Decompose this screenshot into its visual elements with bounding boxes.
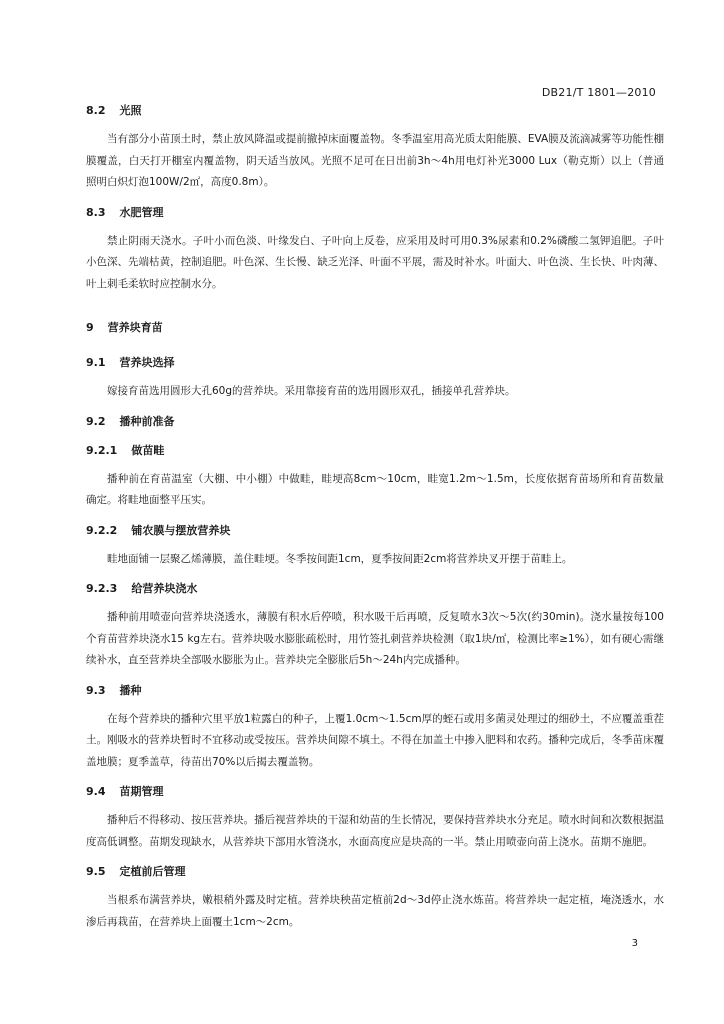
section-9-4 (86, 781, 664, 853)
section-title: 苗期管理 (119, 785, 164, 798)
paragraph: 畦地面铺一层聚乙烯薄膜，盖住畦埂。冬季按间距1cm，夏季按间距2cm将营养块叉开摆于苗畦上。 (107, 552, 573, 565)
section-number: 8.3 (86, 205, 106, 219)
section-heading (86, 411, 664, 432)
section-title: 定植前后管理 (119, 865, 186, 878)
section-heading (86, 202, 664, 223)
section-heading (86, 100, 664, 121)
paragraph: 禁止阴雨天浇水。子叶小而色淡、叶缘发白、子叶向上反卷，应采用及时可用0.3%尿素和0.2%磷酸二氢钾追肥。子叶小色深、先端枯黄，控制追肥。叶色深、生长慢、缺乏光泽、叶面不平展，需及时补水。叶面大、叶色淡、生长快、叶肉薄、叶上刺毛柔软时应控制水分。 (86, 234, 664, 290)
section-9-2-2 (86, 520, 664, 571)
section-title: 光照 (119, 104, 142, 117)
paragraph: 播种前在育苗温室（大棚、中小棚）中做畦，畦埂高8cm～10cm，畦宽1.2m～1.5m，长度依据育苗场所和育苗数量确定。将畦地面整平压实。 (86, 472, 664, 506)
page-number: 3 (631, 938, 638, 949)
section-title: 铺农膜与摆放营养块 (131, 523, 231, 537)
paragraph: 播种前用喷壶向营养块浇透水，薄膜有积水后停喷，积水吸干后再喷，反复喷水3次～5次(约30min)。浇水量按每100个育苗营养块浇水15 kg左右。营养块吸水膨胀疏松时，用竹签扎刺营养块检测（取1块/㎡，检测比率≥1%），如有硬心需继续补水，直至营养块全部吸水膨胀为止。营养块完全膨胀后5h～24h内完成播种。 (86, 611, 664, 666)
section-9-3 (86, 680, 664, 774)
section-heading (86, 352, 664, 373)
section-heading (86, 861, 664, 882)
section-number: 9.1 (86, 356, 106, 369)
section-9-1 (86, 352, 664, 403)
section-8-3 (86, 202, 664, 296)
paragraph: 播种后不得移动、按压营养块。播后视营养块的干湿和幼苗的生长情况，要保持营养块水分充足。喷水时间和次数根据温度高低调整。苗期发现缺水，从营养块下部用水管浇水，水面高度应是块高的一半。禁止用喷壶向苗上浇水。苗期不施肥。 (86, 814, 664, 848)
section-heading (86, 680, 664, 701)
section-title: 播种前准备 (119, 414, 175, 428)
section-title: 营养块选择 (119, 356, 175, 369)
chapter-heading (86, 317, 664, 338)
section-number: 9.2 (86, 414, 106, 428)
document-body (86, 100, 664, 941)
section-heading (86, 781, 664, 802)
section-heading (86, 440, 664, 461)
section-number: 9.4 (86, 785, 106, 798)
section-number: 9.3 (86, 683, 106, 697)
standard-code: DB21/T 1801—2010 (541, 86, 656, 99)
section-9-2-1 (86, 440, 664, 512)
section-number: 9.2.1 (86, 443, 118, 457)
section-title: 水肥管理 (119, 205, 164, 219)
section-title: 做苗畦 (131, 443, 165, 457)
section-heading (86, 578, 664, 599)
section-title: 播种 (119, 683, 142, 697)
section-number: 9 (86, 321, 94, 334)
section-9-5 (86, 861, 664, 933)
paragraph: 当有部分小苗顶土时，禁止放风降温或提前撤掉床面覆盖物。冬季温室用高光质太阳能膜、EVA膜及流滴减雾等功能性棚膜覆盖，白天打开棚室内覆盖物，阴天适当放风。光照不足可在日出前3h～4h用电灯补光3000 Lux（勒克斯）以上（普通照明白炽灯泡100W/2㎡，高度0.8m）。 (86, 133, 664, 188)
section-number: 9.2.2 (86, 523, 118, 537)
section-8-2 (86, 100, 664, 194)
section-number: 9.5 (86, 865, 106, 878)
section-title: 给营养块浇水 (131, 582, 198, 595)
paragraph: 嫁接育苗选用圆形大孔60g的营养块。采用靠接育苗的选用圆形双孔，插接单孔营养块。 (107, 385, 516, 397)
section-9-2 (86, 411, 664, 440)
section-9 (86, 317, 664, 338)
section-number: 8.2 (86, 104, 106, 117)
section-heading (86, 520, 664, 541)
paragraph: 当根系布满营养块，嫩根稍外露及时定植。营养块秧苗定植前2d～3d停止浇水炼苗。将营养块一起定植，埯浇透水，水渗后再栽苗，在营养块上面覆土1cm～2cm。 (86, 894, 664, 928)
section-title: 营养块育苗 (107, 321, 163, 334)
section-9-2-3 (86, 578, 664, 672)
section-number: 9.2.3 (86, 582, 118, 595)
paragraph: 在每个营养块的播种穴里平放1粒露白的种子，上覆1.0cm～1.5cm厚的蛭石或用多菌灵处理过的细砂土，不应覆盖重茬土。刚吸水的营养块暂时不宜移动或受按压。营养块间隙不填土。不得在加盖土中掺入肥料和农药。播种完成后，冬季苗床覆盖地膜；夏季盖草，待苗出70%以后揭去覆盖物。 (86, 712, 664, 768)
